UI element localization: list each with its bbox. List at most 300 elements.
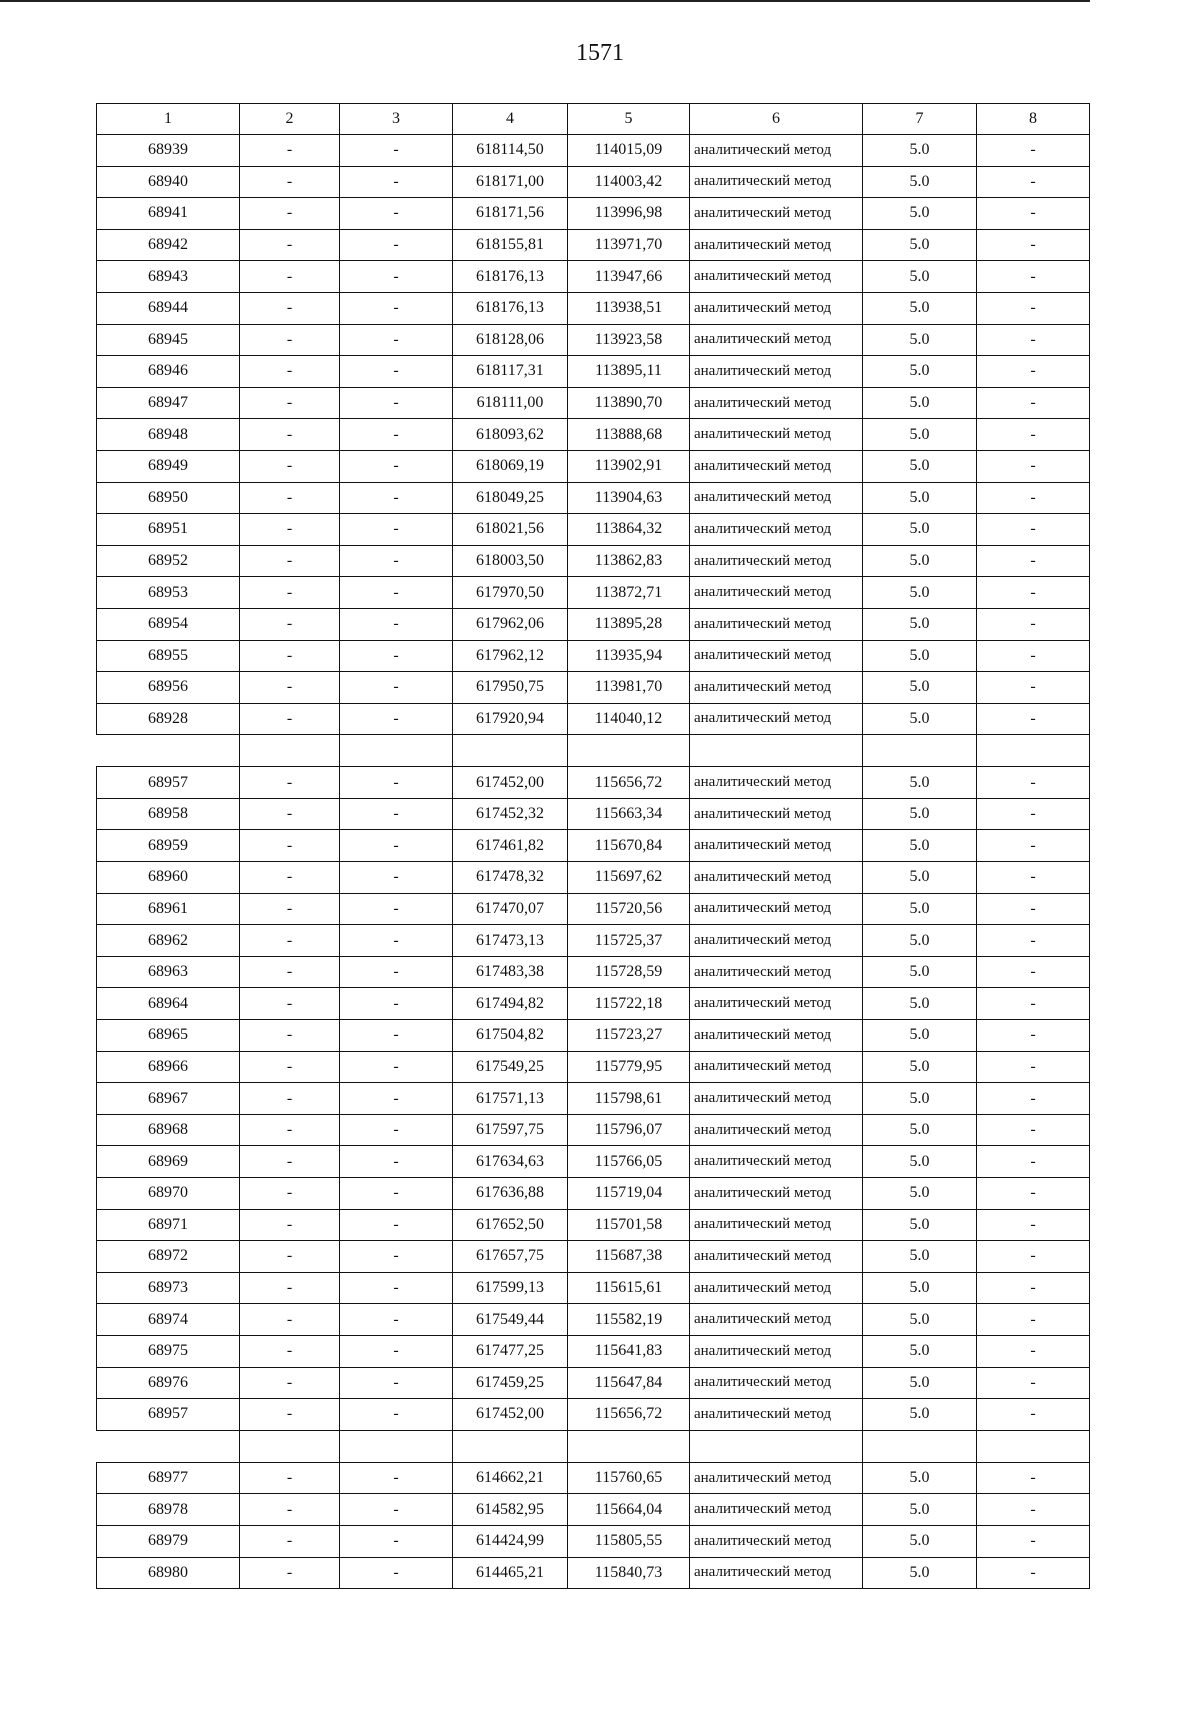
point-number-cell: 68962: [97, 925, 240, 957]
col3-cell: -: [340, 1020, 453, 1052]
table-row: [97, 324, 1090, 356]
col2-cell: -: [240, 925, 340, 957]
method-cell: аналитический метод: [690, 261, 863, 293]
method-cell: аналитический метод: [690, 1304, 863, 1336]
col3-cell: -: [340, 577, 453, 609]
table-row: [97, 767, 1090, 799]
col2-cell: -: [240, 1399, 340, 1431]
separator-cell: [97, 735, 240, 767]
col2-cell: -: [240, 956, 340, 988]
accuracy-cell: 5.0: [863, 482, 977, 514]
table-row: [97, 1146, 1090, 1178]
y-coordinate-cell: 115701,58: [568, 1209, 690, 1241]
y-coordinate-cell: 115760,65: [568, 1462, 690, 1494]
point-number-cell: 68974: [97, 1304, 240, 1336]
point-number-cell: 68951: [97, 514, 240, 546]
table-header-row: [97, 104, 1090, 135]
method-cell: аналитический метод: [690, 198, 863, 230]
table-row: [97, 1114, 1090, 1146]
col8-cell: -: [977, 893, 1090, 925]
point-number-cell: 68968: [97, 1114, 240, 1146]
col3-cell: -: [340, 956, 453, 988]
col8-cell: -: [977, 798, 1090, 830]
accuracy-cell: 5.0: [863, 830, 977, 862]
col2-cell: -: [240, 1114, 340, 1146]
point-number-cell: 68948: [97, 419, 240, 451]
table-row: [97, 925, 1090, 957]
col8-cell: -: [977, 1399, 1090, 1431]
table-row: [97, 703, 1090, 735]
col3-cell: -: [340, 387, 453, 419]
accuracy-cell: 5.0: [863, 135, 977, 167]
separator-cell: [690, 1430, 863, 1462]
col2-cell: -: [240, 1241, 340, 1273]
col8-cell: -: [977, 767, 1090, 799]
separator-cell: [240, 735, 340, 767]
x-coordinate-cell: 617920,94: [453, 703, 568, 735]
point-number-cell: 68965: [97, 1020, 240, 1052]
y-coordinate-cell: 113904,63: [568, 482, 690, 514]
col8-cell: -: [977, 1525, 1090, 1557]
separator-cell: [97, 1430, 240, 1462]
x-coordinate-cell: 618021,56: [453, 514, 568, 546]
point-number-cell: 68978: [97, 1494, 240, 1526]
column-header: 7: [863, 104, 977, 135]
accuracy-cell: 5.0: [863, 640, 977, 672]
table-row: [97, 862, 1090, 894]
col2-cell: -: [240, 482, 340, 514]
point-number-cell: 68961: [97, 893, 240, 925]
y-coordinate-cell: 115798,61: [568, 1083, 690, 1115]
accuracy-cell: 5.0: [863, 1241, 977, 1273]
col3-cell: -: [340, 925, 453, 957]
col2-cell: -: [240, 545, 340, 577]
x-coordinate-cell: 617636,88: [453, 1178, 568, 1210]
y-coordinate-cell: 115647,84: [568, 1367, 690, 1399]
point-number-cell: 68959: [97, 830, 240, 862]
column-header: 6: [690, 104, 863, 135]
point-number-cell: 68957: [97, 767, 240, 799]
table-row: [97, 830, 1090, 862]
method-cell: аналитический метод: [690, 862, 863, 894]
col3-cell: -: [340, 545, 453, 577]
table-row: [97, 166, 1090, 198]
x-coordinate-cell: 614424,99: [453, 1525, 568, 1557]
separator-cell: [568, 735, 690, 767]
x-coordinate-cell: 617461,82: [453, 830, 568, 862]
accuracy-cell: 5.0: [863, 514, 977, 546]
column-header: 4: [453, 104, 568, 135]
y-coordinate-cell: 115725,37: [568, 925, 690, 957]
col3-cell: -: [340, 1557, 453, 1589]
col2-cell: -: [240, 1367, 340, 1399]
accuracy-cell: 5.0: [863, 324, 977, 356]
x-coordinate-cell: 617470,07: [453, 893, 568, 925]
col2-cell: -: [240, 229, 340, 261]
col3-cell: -: [340, 1272, 453, 1304]
x-coordinate-cell: 614582,95: [453, 1494, 568, 1526]
table-row: [97, 893, 1090, 925]
point-number-cell: 68980: [97, 1557, 240, 1589]
table-row: [97, 798, 1090, 830]
method-cell: аналитический метод: [690, 135, 863, 167]
accuracy-cell: 5.0: [863, 925, 977, 957]
point-number-cell: 68942: [97, 229, 240, 261]
col3-cell: -: [340, 1083, 453, 1115]
table-row: [97, 1304, 1090, 1336]
x-coordinate-cell: 617477,25: [453, 1335, 568, 1367]
accuracy-cell: 5.0: [863, 767, 977, 799]
col8-cell: -: [977, 261, 1090, 293]
col8-cell: -: [977, 1146, 1090, 1178]
x-coordinate-cell: 618128,06: [453, 324, 568, 356]
x-coordinate-cell: 618171,00: [453, 166, 568, 198]
separator-cell: [453, 735, 568, 767]
col2-cell: -: [240, 830, 340, 862]
col8-cell: -: [977, 1178, 1090, 1210]
col8-cell: -: [977, 387, 1090, 419]
separator-cell: [863, 735, 977, 767]
accuracy-cell: 5.0: [863, 450, 977, 482]
y-coordinate-cell: 113923,58: [568, 324, 690, 356]
col8-cell: -: [977, 292, 1090, 324]
method-cell: аналитический метод: [690, 1241, 863, 1273]
x-coordinate-cell: 617634,63: [453, 1146, 568, 1178]
x-coordinate-cell: 618003,50: [453, 545, 568, 577]
y-coordinate-cell: 113981,70: [568, 672, 690, 704]
x-coordinate-cell: 617597,75: [453, 1114, 568, 1146]
col3-cell: -: [340, 1051, 453, 1083]
col2-cell: -: [240, 387, 340, 419]
x-coordinate-cell: 617962,06: [453, 608, 568, 640]
col8-cell: -: [977, 1272, 1090, 1304]
col2-cell: -: [240, 640, 340, 672]
accuracy-cell: 5.0: [863, 1146, 977, 1178]
accuracy-cell: 5.0: [863, 988, 977, 1020]
col3-cell: -: [340, 324, 453, 356]
col8-cell: -: [977, 419, 1090, 451]
point-number-cell: 68969: [97, 1146, 240, 1178]
accuracy-cell: 5.0: [863, 1083, 977, 1115]
x-coordinate-cell: 618069,19: [453, 450, 568, 482]
col8-cell: -: [977, 830, 1090, 862]
group-separator-row: [97, 1430, 1090, 1462]
x-coordinate-cell: 617504,82: [453, 1020, 568, 1052]
group-separator-row: [97, 735, 1090, 767]
method-cell: аналитический метод: [690, 925, 863, 957]
col2-cell: -: [240, 608, 340, 640]
accuracy-cell: 5.0: [863, 1335, 977, 1367]
col3-cell: -: [340, 1462, 453, 1494]
method-cell: аналитический метод: [690, 1525, 863, 1557]
method-cell: аналитический метод: [690, 450, 863, 482]
x-coordinate-cell: 617478,32: [453, 862, 568, 894]
point-number-cell: 68940: [97, 166, 240, 198]
y-coordinate-cell: 115641,83: [568, 1335, 690, 1367]
col3-cell: -: [340, 292, 453, 324]
table-row: [97, 1367, 1090, 1399]
method-cell: аналитический метод: [690, 893, 863, 925]
col3-cell: -: [340, 830, 453, 862]
x-coordinate-cell: 618176,13: [453, 261, 568, 293]
x-coordinate-cell: 618049,25: [453, 482, 568, 514]
y-coordinate-cell: 115805,55: [568, 1525, 690, 1557]
col3-cell: -: [340, 356, 453, 388]
accuracy-cell: 5.0: [863, 261, 977, 293]
method-cell: аналитический метод: [690, 1494, 863, 1526]
y-coordinate-cell: 113862,83: [568, 545, 690, 577]
table-row: [97, 1335, 1090, 1367]
method-cell: аналитический метод: [690, 514, 863, 546]
col8-cell: -: [977, 450, 1090, 482]
method-cell: аналитический метод: [690, 419, 863, 451]
table-row: [97, 514, 1090, 546]
point-number-cell: 68979: [97, 1525, 240, 1557]
accuracy-cell: 5.0: [863, 1272, 977, 1304]
y-coordinate-cell: 113938,51: [568, 292, 690, 324]
point-number-cell: 68963: [97, 956, 240, 988]
table-row: [97, 988, 1090, 1020]
col8-cell: -: [977, 1209, 1090, 1241]
point-number-cell: 68945: [97, 324, 240, 356]
y-coordinate-cell: 115722,18: [568, 988, 690, 1020]
x-coordinate-cell: 618111,00: [453, 387, 568, 419]
col2-cell: -: [240, 324, 340, 356]
table-row: [97, 577, 1090, 609]
method-cell: аналитический метод: [690, 956, 863, 988]
col2-cell: -: [240, 1272, 340, 1304]
accuracy-cell: 5.0: [863, 1494, 977, 1526]
col3-cell: -: [340, 1209, 453, 1241]
col8-cell: -: [977, 1051, 1090, 1083]
col2-cell: -: [240, 1525, 340, 1557]
x-coordinate-cell: 617962,12: [453, 640, 568, 672]
x-coordinate-cell: 614662,21: [453, 1462, 568, 1494]
y-coordinate-cell: 114015,09: [568, 135, 690, 167]
table-body: [97, 135, 1090, 1589]
table-row: [97, 545, 1090, 577]
col2-cell: -: [240, 1083, 340, 1115]
y-coordinate-cell: 115840,73: [568, 1557, 690, 1589]
col8-cell: -: [977, 925, 1090, 957]
method-cell: аналитический метод: [690, 1335, 863, 1367]
point-number-cell: 68966: [97, 1051, 240, 1083]
point-number-cell: 68939: [97, 135, 240, 167]
col3-cell: -: [340, 1525, 453, 1557]
accuracy-cell: 5.0: [863, 608, 977, 640]
accuracy-cell: 5.0: [863, 1399, 977, 1431]
x-coordinate-cell: 617452,00: [453, 767, 568, 799]
col2-cell: -: [240, 198, 340, 230]
y-coordinate-cell: 114003,42: [568, 166, 690, 198]
y-coordinate-cell: 113890,70: [568, 387, 690, 419]
table-row: [97, 1020, 1090, 1052]
x-coordinate-cell: 617452,00: [453, 1399, 568, 1431]
table-row: [97, 672, 1090, 704]
col2-cell: -: [240, 135, 340, 167]
col2-cell: -: [240, 1146, 340, 1178]
accuracy-cell: 5.0: [863, 356, 977, 388]
accuracy-cell: 5.0: [863, 862, 977, 894]
method-cell: аналитический метод: [690, 988, 863, 1020]
col3-cell: -: [340, 862, 453, 894]
y-coordinate-cell: 115766,05: [568, 1146, 690, 1178]
col8-cell: -: [977, 1557, 1090, 1589]
col3-cell: -: [340, 1178, 453, 1210]
table-row: [97, 956, 1090, 988]
point-number-cell: 68972: [97, 1241, 240, 1273]
col3-cell: -: [340, 482, 453, 514]
col3-cell: -: [340, 767, 453, 799]
col8-cell: -: [977, 545, 1090, 577]
y-coordinate-cell: 113872,71: [568, 577, 690, 609]
method-cell: аналитический метод: [690, 166, 863, 198]
y-coordinate-cell: 113888,68: [568, 419, 690, 451]
col2-cell: -: [240, 1335, 340, 1367]
accuracy-cell: 5.0: [863, 1178, 977, 1210]
col2-cell: -: [240, 356, 340, 388]
method-cell: аналитический метод: [690, 703, 863, 735]
col8-cell: -: [977, 1304, 1090, 1336]
y-coordinate-cell: 115719,04: [568, 1178, 690, 1210]
col3-cell: -: [340, 640, 453, 672]
method-cell: аналитический метод: [690, 229, 863, 261]
point-number-cell: 68944: [97, 292, 240, 324]
accuracy-cell: 5.0: [863, 1462, 977, 1494]
y-coordinate-cell: 115670,84: [568, 830, 690, 862]
y-coordinate-cell: 115656,72: [568, 767, 690, 799]
col8-cell: -: [977, 1494, 1090, 1526]
col8-cell: -: [977, 862, 1090, 894]
col3-cell: -: [340, 166, 453, 198]
x-coordinate-cell: 617950,75: [453, 672, 568, 704]
table-row: [97, 1051, 1090, 1083]
x-coordinate-cell: 617571,13: [453, 1083, 568, 1115]
col8-cell: -: [977, 1020, 1090, 1052]
col2-cell: -: [240, 798, 340, 830]
col8-cell: -: [977, 356, 1090, 388]
x-coordinate-cell: 617473,13: [453, 925, 568, 957]
method-cell: аналитический метод: [690, 1367, 863, 1399]
x-coordinate-cell: 617494,82: [453, 988, 568, 1020]
page-number: 1571: [576, 40, 624, 66]
col3-cell: -: [340, 135, 453, 167]
method-cell: аналитический метод: [690, 482, 863, 514]
col2-cell: -: [240, 166, 340, 198]
table-row: [97, 1525, 1090, 1557]
accuracy-cell: 5.0: [863, 1020, 977, 1052]
accuracy-cell: 5.0: [863, 1304, 977, 1336]
col2-cell: -: [240, 261, 340, 293]
point-number-cell: 68960: [97, 862, 240, 894]
separator-cell: [690, 735, 863, 767]
col3-cell: -: [340, 1241, 453, 1273]
separator-cell: [340, 1430, 453, 1462]
column-header: 2: [240, 104, 340, 135]
point-number-cell: 68950: [97, 482, 240, 514]
col2-cell: -: [240, 988, 340, 1020]
accuracy-cell: 5.0: [863, 1525, 977, 1557]
col2-cell: -: [240, 672, 340, 704]
point-number-cell: 68956: [97, 672, 240, 704]
column-header: 5: [568, 104, 690, 135]
col3-cell: -: [340, 1335, 453, 1367]
x-coordinate-cell: 618155,81: [453, 229, 568, 261]
y-coordinate-cell: 115796,07: [568, 1114, 690, 1146]
method-cell: аналитический метод: [690, 577, 863, 609]
x-coordinate-cell: 617483,38: [453, 956, 568, 988]
point-number-cell: 68976: [97, 1367, 240, 1399]
accuracy-cell: 5.0: [863, 577, 977, 609]
y-coordinate-cell: 113935,94: [568, 640, 690, 672]
col2-cell: -: [240, 1051, 340, 1083]
method-cell: аналитический метод: [690, 1399, 863, 1431]
col3-cell: -: [340, 1367, 453, 1399]
accuracy-cell: 5.0: [863, 1557, 977, 1589]
separator-cell: [453, 1430, 568, 1462]
table-row: [97, 608, 1090, 640]
method-cell: аналитический метод: [690, 324, 863, 356]
y-coordinate-cell: 115720,56: [568, 893, 690, 925]
point-number-cell: 68941: [97, 198, 240, 230]
accuracy-cell: 5.0: [863, 798, 977, 830]
point-number-cell: 68964: [97, 988, 240, 1020]
y-coordinate-cell: 113971,70: [568, 229, 690, 261]
col8-cell: -: [977, 1462, 1090, 1494]
table-row: [97, 1557, 1090, 1589]
y-coordinate-cell: 115582,19: [568, 1304, 690, 1336]
y-coordinate-cell: 114040,12: [568, 703, 690, 735]
separator-cell: [977, 1430, 1090, 1462]
x-coordinate-cell: 617970,50: [453, 577, 568, 609]
accuracy-cell: 5.0: [863, 893, 977, 925]
separator-cell: [240, 1430, 340, 1462]
separator-cell: [863, 1430, 977, 1462]
x-coordinate-cell: 618117,31: [453, 356, 568, 388]
x-coordinate-cell: 617549,44: [453, 1304, 568, 1336]
y-coordinate-cell: 113996,98: [568, 198, 690, 230]
separator-cell: [977, 735, 1090, 767]
col8-cell: -: [977, 577, 1090, 609]
col3-cell: -: [340, 703, 453, 735]
method-cell: аналитический метод: [690, 1114, 863, 1146]
accuracy-cell: 5.0: [863, 703, 977, 735]
point-number-cell: 68958: [97, 798, 240, 830]
y-coordinate-cell: 113864,32: [568, 514, 690, 546]
col3-cell: -: [340, 893, 453, 925]
point-number-cell: 68975: [97, 1335, 240, 1367]
table-row: [97, 135, 1090, 167]
table-row: [97, 482, 1090, 514]
table-row: [97, 640, 1090, 672]
x-coordinate-cell: 617657,75: [453, 1241, 568, 1273]
table-row: [97, 387, 1090, 419]
point-number-cell: 68977: [97, 1462, 240, 1494]
top-rule: [0, 0, 1090, 2]
col8-cell: -: [977, 166, 1090, 198]
table-row: [97, 1241, 1090, 1273]
method-cell: аналитический метод: [690, 1083, 863, 1115]
accuracy-cell: 5.0: [863, 672, 977, 704]
method-cell: аналитический метод: [690, 1557, 863, 1589]
col3-cell: -: [340, 261, 453, 293]
col3-cell: -: [340, 198, 453, 230]
y-coordinate-cell: 113895,28: [568, 608, 690, 640]
table-row: [97, 1399, 1090, 1431]
col8-cell: -: [977, 988, 1090, 1020]
col2-cell: -: [240, 1462, 340, 1494]
col2-cell: -: [240, 292, 340, 324]
